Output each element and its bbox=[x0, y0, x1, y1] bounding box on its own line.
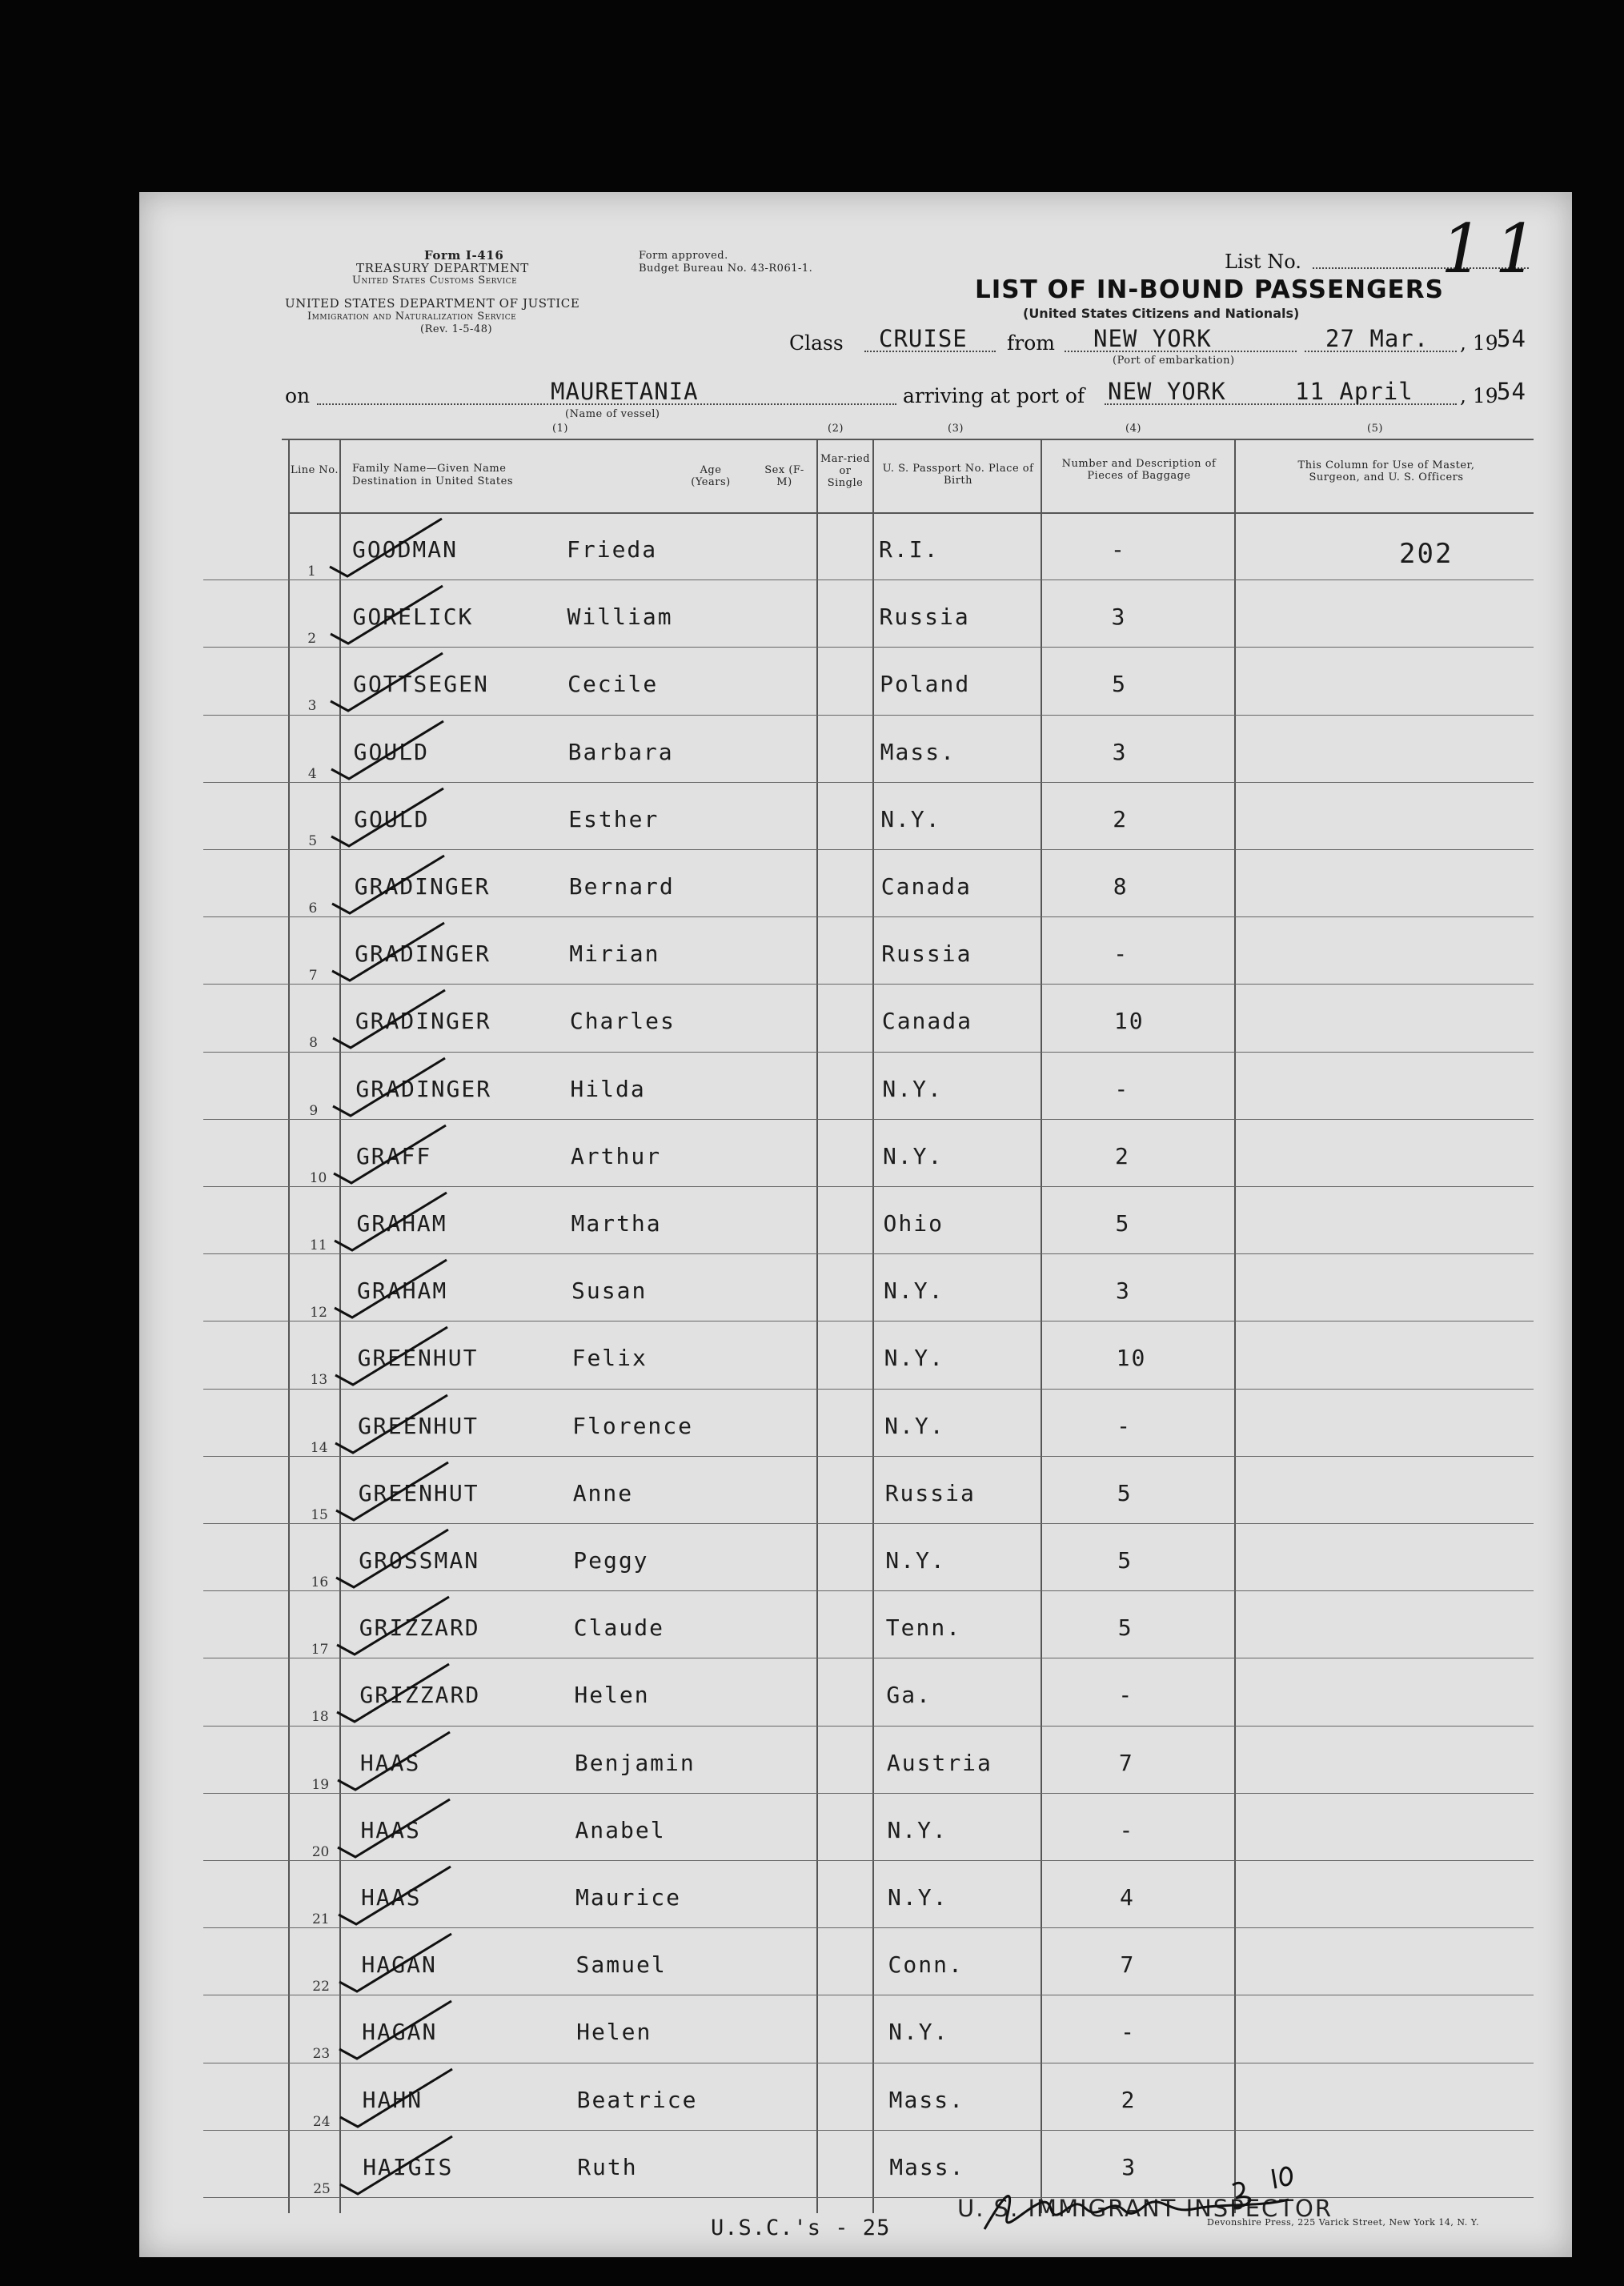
baggage-count-cell: - bbox=[1118, 1682, 1134, 1709]
baggage-count-cell: 2 bbox=[1121, 2086, 1137, 2113]
baggage-count-cell: - bbox=[1121, 2019, 1136, 2046]
table-top-border bbox=[282, 439, 1534, 440]
line-number: 8 bbox=[309, 1035, 318, 1052]
printer-imprint: Devonshire Press, 225 Varick Street, New York 14, N. Y. bbox=[1207, 2217, 1480, 2228]
birthplace-cell: N.Y. bbox=[880, 805, 941, 832]
class-value: CRUISE bbox=[879, 325, 968, 352]
given-name-cell: Bernard bbox=[568, 873, 675, 900]
baggage-count-cell: 5 bbox=[1115, 1210, 1131, 1237]
embarkation-caption: (Port of embarkation) bbox=[1113, 355, 1235, 367]
baggage-count-cell: 3 bbox=[1112, 738, 1128, 765]
baggage-count-cell: 5 bbox=[1117, 1614, 1133, 1642]
customs-service: United States Customs Service bbox=[352, 275, 518, 287]
line-number: 13 bbox=[310, 1372, 328, 1389]
arrival-date: 11 April bbox=[1295, 378, 1413, 405]
given-name-cell: Ruth bbox=[577, 2153, 638, 2180]
baggage-count-cell: 3 bbox=[1111, 604, 1127, 631]
family-name-cell: GOULD bbox=[354, 805, 430, 832]
line-number: 16 bbox=[311, 1574, 329, 1590]
family-name-cell: HAGAN bbox=[361, 1951, 437, 1979]
line-number: 10 bbox=[309, 1169, 327, 1186]
birthplace-cell: N.Y. bbox=[885, 1547, 946, 1574]
baggage-count-cell: 10 bbox=[1116, 1345, 1147, 1372]
family-name-cell: GRADINGER bbox=[354, 873, 491, 900]
given-name-cell: Martha bbox=[571, 1210, 662, 1237]
family-name-cell: HAAS bbox=[361, 1884, 422, 1911]
given-name-cell: Charles bbox=[569, 1008, 676, 1035]
header-officers: This Column for Use of Master, Surgeon, and U. S. Officers bbox=[1297, 459, 1475, 483]
birthplace-cell: Ga. bbox=[886, 1682, 932, 1709]
given-name-cell: Frieda bbox=[567, 536, 658, 563]
birthplace-cell: Russia bbox=[879, 604, 970, 631]
birthplace-cell: N.Y. bbox=[887, 1816, 948, 1843]
list-no-value: 11 bbox=[1441, 210, 1549, 288]
header-married: Mar-ried or Single bbox=[820, 453, 871, 489]
birthplace-cell: N.Y. bbox=[882, 1075, 943, 1102]
baggage-count-cell: - bbox=[1111, 536, 1126, 563]
birthplace-cell: Austria bbox=[886, 1749, 992, 1776]
family-name-cell: HAIGIS bbox=[363, 2153, 454, 2180]
embarkation-year: 54 bbox=[1497, 325, 1526, 352]
birthplace-cell: Ohio bbox=[883, 1210, 944, 1237]
baggage-count-cell: 8 bbox=[1113, 873, 1129, 900]
birthplace-cell: N.Y. bbox=[884, 1345, 945, 1372]
baggage-count-cell: 2 bbox=[1113, 805, 1129, 832]
given-name-cell: Anabel bbox=[575, 1816, 666, 1843]
baggage-count-cell: 2 bbox=[1114, 1142, 1130, 1169]
family-name-cell: GRADINGER bbox=[355, 1008, 491, 1035]
table-left-border bbox=[288, 440, 290, 2213]
birthplace-cell: Russia bbox=[881, 940, 972, 968]
line-number: 22 bbox=[312, 1979, 330, 1995]
col-number-2: (2) bbox=[828, 423, 844, 435]
given-name-cell: Peggy bbox=[573, 1547, 649, 1574]
header-bottom-border bbox=[288, 512, 1534, 514]
baggage-count-cell: 3 bbox=[1121, 2153, 1137, 2180]
header-family-name: Family Name—Given Name bbox=[352, 463, 507, 475]
col-divider-age-married bbox=[816, 440, 818, 2213]
family-name-cell: GROSSMAN bbox=[359, 1547, 480, 1574]
header-age: Age (Years) bbox=[691, 464, 731, 488]
vessel-name: MAURETANIA bbox=[551, 378, 699, 405]
line-number: 15 bbox=[311, 1506, 328, 1523]
family-name-cell: GOTTSEGEN bbox=[353, 671, 489, 698]
birthplace-cell: Poland bbox=[880, 671, 971, 698]
given-name-cell: Claude bbox=[573, 1614, 664, 1642]
line-number: 12 bbox=[310, 1305, 327, 1321]
birthplace-cell: Canada bbox=[881, 1008, 972, 1035]
col-number-5: (5) bbox=[1367, 423, 1383, 435]
baggage-count-cell: 3 bbox=[1116, 1277, 1131, 1305]
birthplace-cell: Canada bbox=[880, 873, 972, 900]
birthplace-cell: N.Y. bbox=[888, 2019, 949, 2046]
birthplace-cell: Mass. bbox=[880, 738, 956, 765]
from-label: from bbox=[1007, 331, 1055, 355]
birthplace-cell: Tenn. bbox=[885, 1614, 962, 1642]
line-number: 19 bbox=[311, 1776, 330, 1793]
baggage-count-cell: - bbox=[1117, 1412, 1132, 1439]
line-number: 23 bbox=[312, 2046, 331, 2063]
inspector-signature bbox=[968, 2153, 1385, 2241]
baggage-count-cell: 10 bbox=[1113, 1008, 1145, 1035]
line-number: 5 bbox=[308, 832, 318, 849]
col-divider-married-passport bbox=[872, 440, 874, 2213]
header-destination: Destination in United States bbox=[352, 475, 513, 487]
embarkation-date: 27 Mar. bbox=[1325, 325, 1430, 352]
budget-bureau: Budget Bureau No. 43-R061-1. bbox=[639, 263, 813, 275]
class-label: Class bbox=[789, 331, 844, 355]
given-name-cell: Anne bbox=[572, 1479, 634, 1506]
family-name-cell: GRAHAM bbox=[356, 1210, 447, 1237]
given-name-cell: Esther bbox=[568, 805, 660, 832]
officer-note-cell: 202 bbox=[1399, 538, 1454, 570]
family-name-cell: GREENHUT bbox=[357, 1345, 479, 1372]
arriving-label: arriving at port of bbox=[903, 384, 1085, 407]
embark-year-prefix: , 19 bbox=[1460, 331, 1498, 355]
given-name-cell: Hilda bbox=[570, 1075, 646, 1102]
family-name-cell: HAGAN bbox=[362, 2019, 438, 2046]
line-number: 3 bbox=[307, 698, 317, 715]
col-number-4: (4) bbox=[1125, 423, 1141, 435]
given-name-cell: Helen bbox=[576, 2019, 652, 2046]
arrival-year-prefix: , 19 bbox=[1460, 384, 1498, 407]
given-name-cell: Maurice bbox=[575, 1884, 682, 1911]
baggage-count-cell: - bbox=[1113, 940, 1129, 968]
given-name-cell: William bbox=[567, 604, 673, 631]
family-name-cell: GOULD bbox=[353, 738, 429, 765]
family-name-cell: GREENHUT bbox=[358, 1479, 479, 1506]
given-name-cell: Arthur bbox=[570, 1142, 662, 1169]
line-number: 4 bbox=[307, 765, 317, 782]
given-name-cell: Barbara bbox=[567, 738, 674, 765]
family-name-cell: GRIZZARD bbox=[359, 1614, 480, 1642]
family-name-cell: GRIZZARD bbox=[359, 1682, 481, 1709]
baggage-count-cell: 7 bbox=[1118, 1749, 1134, 1776]
family-name-cell: HAAS bbox=[359, 1749, 421, 1776]
arrival-port: NEW YORK bbox=[1108, 378, 1226, 405]
col-divider-baggage-officers bbox=[1234, 440, 1236, 2213]
vessel-caption: (Name of vessel) bbox=[565, 408, 660, 420]
line-number: 20 bbox=[311, 1843, 330, 1860]
line-number: 7 bbox=[308, 968, 318, 985]
check-mark-icon bbox=[308, 2133, 468, 2221]
birthplace-cell: Conn. bbox=[888, 1951, 964, 1979]
given-name-cell: Florence bbox=[572, 1412, 693, 1439]
family-name-cell: GRADINGER bbox=[355, 1075, 492, 1102]
form-approved: Form approved. bbox=[639, 250, 728, 262]
baggage-count-cell: 7 bbox=[1120, 1951, 1136, 1979]
line-number: 2 bbox=[307, 631, 317, 648]
birthplace-cell: Mass. bbox=[888, 2086, 964, 2113]
baggage-count-cell: - bbox=[1114, 1075, 1130, 1102]
family-name-cell: GORELICK bbox=[352, 604, 474, 631]
birthplace-cell: N.Y. bbox=[884, 1412, 945, 1439]
col-divider-passport-baggage bbox=[1041, 440, 1042, 2213]
baggage-count-cell: - bbox=[1119, 1816, 1135, 1843]
given-name-cell: Cecile bbox=[567, 671, 659, 698]
family-name-cell: GRAHAM bbox=[357, 1277, 448, 1305]
birthplace-cell: N.Y. bbox=[884, 1277, 944, 1305]
family-name-cell: GRAFF bbox=[355, 1142, 432, 1169]
family-name-cell: HAAS bbox=[360, 1816, 421, 1843]
baggage-count-cell: 5 bbox=[1112, 671, 1127, 698]
baggage-count-cell: 4 bbox=[1120, 1884, 1135, 1911]
justice-department: UNITED STATES DEPARTMENT OF JUSTICE bbox=[285, 296, 580, 311]
treasury-department: TREASURY DEPARTMENT bbox=[356, 261, 529, 275]
given-name-cell: Susan bbox=[571, 1277, 648, 1305]
form-number: Form I-416 bbox=[424, 248, 504, 263]
line-number: 9 bbox=[309, 1102, 319, 1119]
family-name-cell: GRADINGER bbox=[355, 940, 491, 968]
given-name-cell: Samuel bbox=[575, 1951, 667, 1979]
line-number: 1 bbox=[307, 563, 316, 580]
col-number-3: (3) bbox=[948, 423, 964, 435]
col-number-1: (1) bbox=[552, 423, 568, 435]
header-baggage: Number and Description of Pieces of Baggage bbox=[1061, 458, 1217, 482]
form-revision: (Rev. 1-5-48) bbox=[420, 323, 493, 335]
given-name-cell: Felix bbox=[571, 1345, 648, 1372]
header-sex: Sex (F-M) bbox=[764, 464, 804, 488]
birthplace-cell: Russia bbox=[884, 1479, 976, 1506]
line-number: 11 bbox=[310, 1237, 327, 1253]
line-number: 24 bbox=[312, 2113, 331, 2130]
page-reference: U.S.C.'s - 25 bbox=[711, 2216, 891, 2240]
arrival-year: 54 bbox=[1497, 378, 1526, 405]
birthplace-cell: N.Y. bbox=[888, 1884, 948, 1911]
given-name-cell: Benjamin bbox=[574, 1749, 696, 1776]
family-name-cell: GOODMAN bbox=[352, 536, 459, 563]
line-number: 17 bbox=[311, 1642, 329, 1658]
embarkation-port: NEW YORK bbox=[1093, 325, 1212, 352]
list-no-label: List No. bbox=[1225, 251, 1301, 273]
header-passport: U. S. Passport No. Place of Birth bbox=[882, 463, 1034, 487]
line-number: 14 bbox=[310, 1439, 328, 1456]
baggage-count-cell: 5 bbox=[1117, 1547, 1133, 1574]
family-name-cell: HAHN bbox=[362, 2086, 423, 2113]
line-number: 18 bbox=[311, 1709, 329, 1726]
birthplace-cell: R.I. bbox=[879, 536, 940, 563]
given-name-cell: Mirian bbox=[569, 940, 660, 968]
given-name-cell: Beatrice bbox=[576, 2086, 698, 2113]
header-line-no: Line No. bbox=[290, 464, 339, 476]
document-title: LIST OF IN-BOUND PASSENGERS bbox=[975, 275, 1444, 304]
line-number: 6 bbox=[308, 900, 318, 916]
inspector-title: U. S. IMMIGRANT INSPECTOR bbox=[957, 2195, 1333, 2222]
birthplace-cell: Mass. bbox=[889, 2153, 965, 2180]
family-name-cell: GREENHUT bbox=[358, 1412, 479, 1439]
immigration-service: Immigration and Naturalization Service bbox=[307, 311, 517, 323]
birthplace-cell: N.Y. bbox=[882, 1142, 944, 1169]
line-number: 25 bbox=[313, 2180, 331, 2197]
on-label: on bbox=[285, 384, 311, 407]
given-name-cell: Helen bbox=[574, 1682, 650, 1709]
baggage-count-cell: 5 bbox=[1117, 1479, 1133, 1506]
document-subtitle: (United States Citizens and Nationals) bbox=[1023, 306, 1300, 321]
line-number: 21 bbox=[312, 1911, 330, 1927]
